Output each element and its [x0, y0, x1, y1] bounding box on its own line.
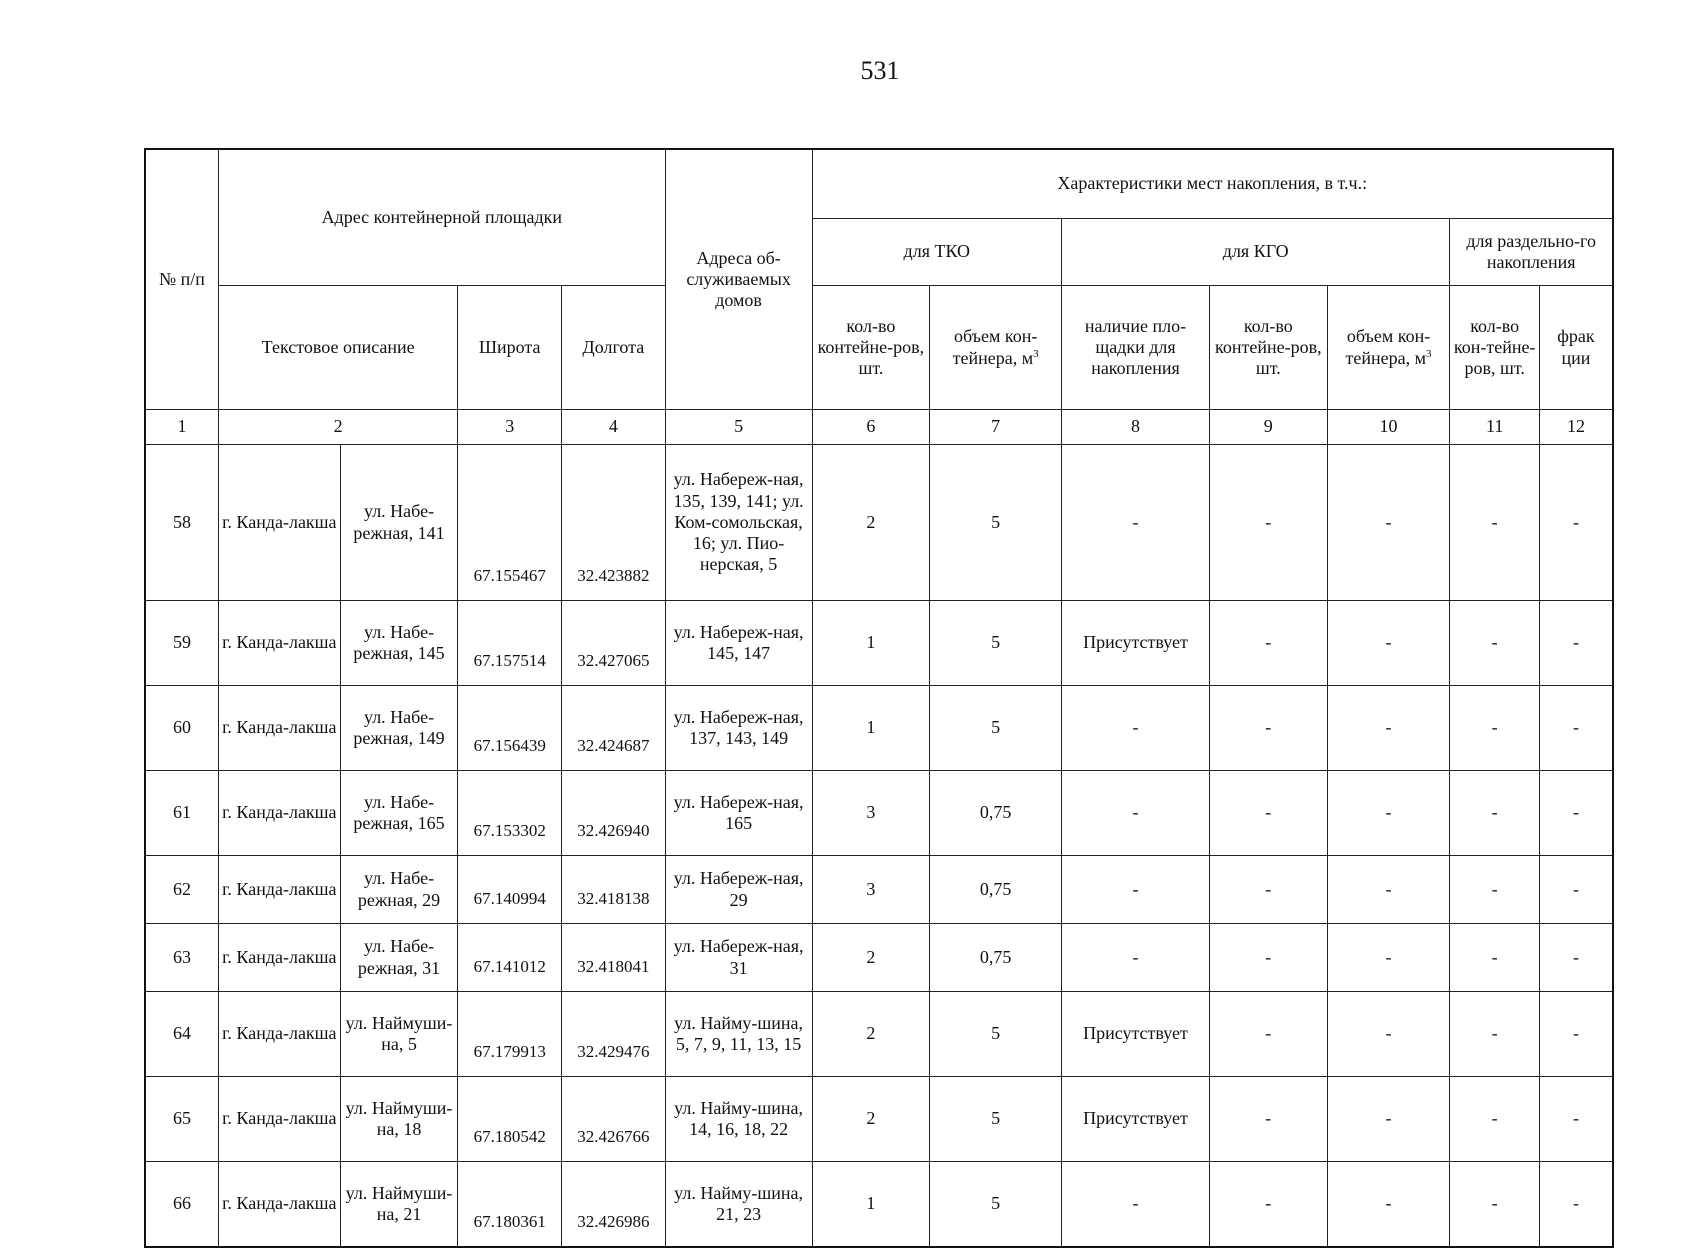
header-separate: для раздельно-го накопления — [1450, 219, 1613, 286]
header-sep-fraction: фрак ции — [1539, 286, 1613, 410]
latitude-cell: 67.180542 — [458, 1077, 562, 1162]
col-number: 9 — [1209, 410, 1327, 445]
kgo-count-cell: - — [1209, 445, 1327, 601]
sep-fraction-cell: - — [1539, 856, 1613, 924]
tko-volume-cell: 5 — [930, 1077, 1062, 1162]
row-number: 62 — [145, 856, 218, 924]
tko-volume-cell: 5 — [930, 445, 1062, 601]
kgo-count-cell: - — [1209, 992, 1327, 1077]
city-cell: г. Канда-лакша — [218, 771, 340, 856]
latitude-cell: 67.180361 — [458, 1162, 562, 1248]
sep-fraction-cell: - — [1539, 924, 1613, 992]
tko-count-cell: 1 — [812, 686, 930, 771]
served-addresses-cell: ул. Найму-шина, 5, 7, 9, 11, 13, 15 — [665, 992, 812, 1077]
kgo-volume-cell: - — [1327, 924, 1450, 992]
longitude-cell: 32.427065 — [562, 601, 666, 686]
latitude-cell: 67.179913 — [458, 992, 562, 1077]
header-tko-volume: объем кон-тейнера, $м^3$ — [930, 286, 1062, 410]
served-addresses-cell: ул. Набереж-ная, 165 — [665, 771, 812, 856]
kgo-volume-cell: - — [1327, 1162, 1450, 1248]
header-characteristics: Характеристики мест накопления, в т.ч.: — [812, 149, 1613, 219]
longitude-cell: 32.418041 — [562, 924, 666, 992]
served-addresses-cell: ул. Набереж-ная, 135, 139, 141; ул. Ком-сомольская, 16; ул. Пио-нерская, 5 — [665, 445, 812, 601]
street-cell: ул. Наймуши-на, 5 — [340, 992, 458, 1077]
street-cell: ул. Наймуши-на, 18 — [340, 1077, 458, 1162]
kgo-volume-cell: - — [1327, 601, 1450, 686]
header-served: Адреса об-служиваемых домов — [665, 149, 812, 410]
latitude-cell: 67.156439 — [458, 686, 562, 771]
sep-count-cell: - — [1450, 601, 1540, 686]
page-number: 531 — [860, 56, 900, 85]
table-row — [145, 992, 1613, 1077]
row-number: 64 — [145, 992, 218, 1077]
tko-volume-cell: 0,75 — [930, 771, 1062, 856]
kgo-count-cell: - — [1209, 686, 1327, 771]
tko-volume-cell: 5 — [930, 686, 1062, 771]
table-row — [145, 924, 1613, 992]
col-number: 3 — [458, 410, 562, 445]
city-cell: г. Канда-лакша — [218, 992, 340, 1077]
kgo-count-cell: - — [1209, 856, 1327, 924]
sep-count-cell: - — [1450, 445, 1540, 601]
longitude-cell: 32.426766 — [562, 1077, 666, 1162]
col-number: 7 — [930, 410, 1062, 445]
latitude-cell: 67.141012 — [458, 924, 562, 992]
row-number: 60 — [145, 686, 218, 771]
latitude-cell: 67.155467 — [458, 445, 562, 601]
kgo-volume-cell: - — [1327, 992, 1450, 1077]
table-row — [145, 445, 1613, 601]
sep-fraction-cell: - — [1539, 601, 1613, 686]
kgo-count-cell: - — [1209, 1077, 1327, 1162]
sep-fraction-cell: - — [1539, 992, 1613, 1077]
col-number: 6 — [812, 410, 930, 445]
header-text-desc: Текстовое описание — [218, 286, 457, 410]
table-row — [145, 1077, 1613, 1162]
served-addresses-cell: ул. Набереж-ная, 29 — [665, 856, 812, 924]
header-tko-count: кол-во контейне-ров, шт. — [812, 286, 930, 410]
header-lon: Долгота — [562, 286, 666, 410]
kgo-site-cell: Присутствует — [1062, 1077, 1210, 1162]
col-number: 4 — [562, 410, 666, 445]
col-number: 11 — [1450, 410, 1540, 445]
tko-count-cell: 3 — [812, 856, 930, 924]
street-cell: ул. Наймуши-на, 21 — [340, 1162, 458, 1248]
table-row — [145, 601, 1613, 686]
row-number: 59 — [145, 601, 218, 686]
kgo-site-cell: - — [1062, 445, 1210, 601]
sep-count-cell: - — [1450, 1077, 1540, 1162]
kgo-site-cell: - — [1062, 856, 1210, 924]
tko-volume-cell: 5 — [930, 992, 1062, 1077]
row-number: 61 — [145, 771, 218, 856]
table-row — [145, 856, 1613, 924]
city-cell: г. Канда-лакша — [218, 445, 340, 601]
kgo-volume-cell: - — [1327, 1077, 1450, 1162]
row-number: 58 — [145, 445, 218, 601]
sep-count-cell: - — [1450, 856, 1540, 924]
tko-count-cell: 2 — [812, 924, 930, 992]
sep-fraction-cell: - — [1539, 1077, 1613, 1162]
header-sep-count: кол-во кон-тейне-ров, шт. — [1450, 286, 1540, 410]
tko-count-cell: 2 — [812, 445, 930, 601]
header-tko: для ТКО — [812, 219, 1062, 286]
kgo-site-cell: Присутствует — [1062, 601, 1210, 686]
column-numbers-row — [145, 410, 1613, 445]
longitude-cell: 32.426986 — [562, 1162, 666, 1248]
kgo-volume-cell: - — [1327, 686, 1450, 771]
tko-count-cell: 2 — [812, 992, 930, 1077]
header-kgo-volume: объем кон-тейнера, $м^3$ — [1327, 286, 1450, 410]
sep-fraction-cell: - — [1539, 445, 1613, 601]
latitude-cell: 67.153302 — [458, 771, 562, 856]
served-addresses-cell: ул. Набереж-ная, 137, 143, 149 — [665, 686, 812, 771]
longitude-cell: 32.429476 — [562, 992, 666, 1077]
sep-count-cell: - — [1450, 992, 1540, 1077]
tko-count-cell: 1 — [812, 1162, 930, 1248]
sep-count-cell: - — [1450, 924, 1540, 992]
sep-fraction-cell: - — [1539, 1162, 1613, 1248]
header-kgo: для КГО — [1062, 219, 1450, 286]
col-number: 12 — [1539, 410, 1613, 445]
served-addresses-cell: ул. Найму-шина, 21, 23 — [665, 1162, 812, 1248]
longitude-cell: 32.424687 — [562, 686, 666, 771]
street-cell: ул. Набе-режная, 31 — [340, 924, 458, 992]
kgo-site-cell: - — [1062, 924, 1210, 992]
kgo-site-cell: - — [1062, 771, 1210, 856]
col-number: 10 — [1327, 410, 1450, 445]
street-cell: ул. Набе-режная, 165 — [340, 771, 458, 856]
row-number: 66 — [145, 1162, 218, 1248]
kgo-volume-cell: - — [1327, 445, 1450, 601]
col-number: 8 — [1062, 410, 1210, 445]
tko-volume-cell: 5 — [930, 1162, 1062, 1248]
street-cell: ул. Набе-режная, 29 — [340, 856, 458, 924]
city-cell: г. Канда-лакша — [218, 601, 340, 686]
kgo-volume-cell: - — [1327, 771, 1450, 856]
served-addresses-cell: ул. Найму-шина, 14, 16, 18, 22 — [665, 1077, 812, 1162]
tko-volume-cell: 0,75 — [930, 856, 1062, 924]
sep-count-cell: - — [1450, 686, 1540, 771]
city-cell: г. Канда-лакша — [218, 686, 340, 771]
city-cell: г. Канда-лакша — [218, 1077, 340, 1162]
sep-count-cell: - — [1450, 771, 1540, 856]
sep-fraction-cell: - — [1539, 771, 1613, 856]
served-addresses-cell: ул. Набереж-ная, 31 — [665, 924, 812, 992]
kgo-site-cell: - — [1062, 686, 1210, 771]
kgo-site-cell: Присутствует — [1062, 992, 1210, 1077]
sep-fraction-cell: - — [1539, 686, 1613, 771]
sep-count-cell: - — [1450, 1162, 1540, 1248]
longitude-cell: 32.423882 — [562, 445, 666, 601]
col-number: 1 — [145, 410, 218, 445]
street-cell: ул. Набе-режная, 145 — [340, 601, 458, 686]
longitude-cell: 32.418138 — [562, 856, 666, 924]
kgo-count-cell: - — [1209, 924, 1327, 992]
row-number: 63 — [145, 924, 218, 992]
tko-volume-cell: 0,75 — [930, 924, 1062, 992]
row-number: 65 — [145, 1077, 218, 1162]
header-address: Адрес контейнерной площадки — [218, 149, 665, 286]
header-kgo-site: наличие пло-щадки для накопления — [1062, 286, 1210, 410]
tko-volume-cell: 5 — [930, 601, 1062, 686]
latitude-cell: 67.140994 — [458, 856, 562, 924]
city-cell: г. Канда-лакша — [218, 1162, 340, 1248]
table-row — [145, 771, 1613, 856]
tko-count-cell: 1 — [812, 601, 930, 686]
container-sites-table — [144, 148, 1614, 1248]
header-lat: Широта — [458, 286, 562, 410]
kgo-count-cell: - — [1209, 1162, 1327, 1248]
col-number: 2 — [218, 410, 457, 445]
longitude-cell: 32.426940 — [562, 771, 666, 856]
kgo-volume-cell: - — [1327, 856, 1450, 924]
served-addresses-cell: ул. Набереж-ная, 145, 147 — [665, 601, 812, 686]
table-row — [145, 686, 1613, 771]
street-cell: ул. Набе-режная, 141 — [340, 445, 458, 601]
city-cell: г. Канда-лакша — [218, 924, 340, 992]
street-cell: ул. Набе-режная, 149 — [340, 686, 458, 771]
tko-count-cell: 2 — [812, 1077, 930, 1162]
col-number: 5 — [665, 410, 812, 445]
kgo-site-cell: - — [1062, 1162, 1210, 1248]
header-kgo-count: кол-во контейне-ров, шт. — [1209, 286, 1327, 410]
latitude-cell: 67.157514 — [458, 601, 562, 686]
kgo-count-cell: - — [1209, 771, 1327, 856]
header-num: № п/п — [145, 149, 218, 410]
city-cell: г. Канда-лакша — [218, 856, 340, 924]
kgo-count-cell: - — [1209, 601, 1327, 686]
tko-count-cell: 3 — [812, 771, 930, 856]
table-row — [145, 1162, 1613, 1248]
